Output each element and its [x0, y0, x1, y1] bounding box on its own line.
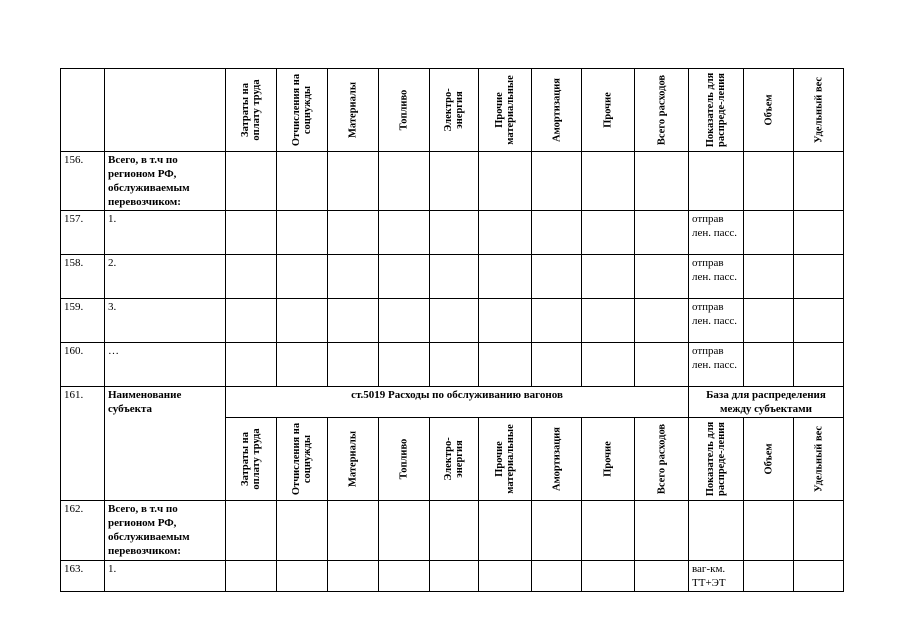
cell — [430, 255, 479, 299]
cell — [794, 501, 844, 561]
cell — [226, 343, 277, 387]
cell — [328, 211, 379, 255]
cell — [532, 255, 582, 299]
cell — [328, 299, 379, 343]
indicator-cell — [689, 501, 744, 561]
col-header-text: Удельный вес — [813, 425, 824, 493]
col-header-indicator — [689, 69, 744, 152]
col-header-social — [277, 418, 328, 501]
cell — [277, 255, 328, 299]
cell — [226, 211, 277, 255]
cell — [635, 501, 689, 561]
col-header-electricity — [430, 418, 479, 501]
cost-distribution-table — [60, 68, 844, 592]
col-header-text: Показатель для распреде-ления — [705, 72, 727, 148]
section-header-row — [61, 387, 844, 418]
cell — [532, 343, 582, 387]
cell — [479, 255, 532, 299]
row-number: 163. — [61, 561, 105, 592]
table-row — [61, 561, 844, 592]
cell — [379, 211, 430, 255]
cell — [532, 211, 582, 255]
col-header-depreciation — [532, 69, 582, 152]
col-header-materials — [328, 69, 379, 152]
col-header-text: Затраты на оплату труда — [240, 428, 262, 490]
table-row — [61, 299, 844, 343]
col-header-fuel — [379, 69, 430, 152]
cell — [328, 255, 379, 299]
col-header-electricity — [430, 69, 479, 152]
row-label: 2. — [105, 255, 226, 299]
cell — [277, 299, 328, 343]
col-header-volume — [744, 418, 794, 501]
cell — [379, 343, 430, 387]
cell — [277, 501, 328, 561]
cell — [532, 299, 582, 343]
cell — [582, 561, 635, 592]
row-number: 162. — [61, 501, 105, 561]
col-header-text: Всего расходов — [656, 74, 667, 146]
col-header-volume — [744, 69, 794, 152]
col-header-text: Топливо — [398, 89, 410, 131]
col-header-other — [582, 69, 635, 152]
col-header-share — [794, 418, 844, 501]
base-section-title: База для распределения между субъектами — [689, 387, 844, 418]
cell — [226, 255, 277, 299]
cell — [479, 211, 532, 255]
col-header-indicator — [689, 418, 744, 501]
header-row — [61, 69, 844, 152]
row-label: 1. — [105, 211, 226, 255]
col-header-text: Материалы — [347, 81, 359, 139]
cell — [430, 211, 479, 255]
cell — [479, 501, 532, 561]
col-header-text: Прочие материальные — [494, 75, 516, 145]
cell — [430, 299, 479, 343]
cell — [744, 152, 794, 211]
cell — [479, 299, 532, 343]
col-header-text: Отчисления на соцнужды — [291, 73, 313, 147]
indicator-cell — [689, 152, 744, 211]
col-header-text: Прочие — [602, 441, 614, 477]
cell — [794, 299, 844, 343]
col-header-text: Амортизация — [551, 78, 562, 143]
row-number: 160. — [61, 343, 105, 387]
cell — [532, 561, 582, 592]
col-header-materials — [328, 418, 379, 501]
col-header-labor — [226, 418, 277, 501]
col-header-labor — [226, 69, 277, 152]
col-header-other-materials — [479, 69, 532, 152]
cell — [532, 152, 582, 211]
cell — [582, 501, 635, 561]
cell — [328, 561, 379, 592]
cell — [379, 255, 430, 299]
col-header-text: Амортизация — [551, 427, 562, 492]
row-label: Всего, в т.ч по регионом РФ, обслуживаемым перевозчиком: — [105, 152, 226, 211]
indicator-cell: отправ лен. пасс. — [689, 255, 744, 299]
cell — [328, 343, 379, 387]
col-header-depreciation — [532, 418, 582, 501]
cell — [479, 343, 532, 387]
row-number: 157. — [61, 211, 105, 255]
cell — [744, 299, 794, 343]
cell — [379, 299, 430, 343]
col-header-text: Показатель для распреде-ления — [705, 421, 727, 497]
cell — [226, 561, 277, 592]
header-empty-name — [105, 69, 226, 152]
col-header-total — [635, 418, 689, 501]
col-header-other — [582, 418, 635, 501]
cell — [635, 561, 689, 592]
indicator-cell: отправ лен. пасс. — [689, 299, 744, 343]
cell — [635, 255, 689, 299]
cell — [635, 152, 689, 211]
cost-section-title: ст.5019 Расходы по обслуживанию вагонов — [226, 387, 689, 418]
cell — [744, 211, 794, 255]
row-label: 3. — [105, 299, 226, 343]
cell — [635, 299, 689, 343]
cell — [582, 152, 635, 211]
col-header-text: Удельный вес — [813, 76, 824, 144]
cell — [794, 343, 844, 387]
col-header-total — [635, 69, 689, 152]
cell — [744, 501, 794, 561]
cell — [794, 211, 844, 255]
row-label: … — [105, 343, 226, 387]
cell — [379, 152, 430, 211]
indicator-cell: отправ лен. пасс. — [689, 211, 744, 255]
cell — [277, 152, 328, 211]
row-label: Всего, в т.ч по регионом РФ, обслуживаемым перевозчиком: — [105, 501, 226, 561]
col-header-text: Материалы — [347, 430, 359, 488]
table-row — [61, 255, 844, 299]
header-empty-num — [61, 69, 105, 152]
col-header-text: Прочие — [602, 92, 614, 128]
col-header-text: Прочие материальные — [494, 424, 516, 494]
cell — [328, 501, 379, 561]
col-header-social — [277, 69, 328, 152]
cell — [430, 561, 479, 592]
cell — [635, 211, 689, 255]
cell — [532, 501, 582, 561]
cell — [379, 561, 430, 592]
col-header-text: Всего расходов — [656, 423, 667, 495]
col-header-text: Отчисления на соцнужды — [291, 422, 313, 496]
col-header-text: Электро-энергия — [443, 437, 465, 481]
cell — [479, 152, 532, 211]
cell — [794, 255, 844, 299]
col-header-text: Объем — [763, 443, 774, 475]
cell — [582, 299, 635, 343]
table-row — [61, 211, 844, 255]
row-number: 156. — [61, 152, 105, 211]
cell — [430, 343, 479, 387]
indicator-cell: отправ лен. пасс. — [689, 343, 744, 387]
table-row — [61, 343, 844, 387]
col-header-share — [794, 69, 844, 152]
table-row — [61, 152, 844, 211]
row-number: 161. — [61, 387, 105, 501]
cell — [635, 343, 689, 387]
indicator-cell: ваг-км. ТТ+ЭТ — [689, 561, 744, 592]
cell — [277, 561, 328, 592]
cell — [794, 561, 844, 592]
col-header-text: Топливо — [398, 438, 410, 480]
cell — [582, 255, 635, 299]
row-label: 1. — [105, 561, 226, 592]
cell — [277, 211, 328, 255]
cell — [226, 152, 277, 211]
cell — [582, 211, 635, 255]
cell — [744, 561, 794, 592]
cell — [582, 343, 635, 387]
col-header-text: Затраты на оплату труда — [240, 79, 262, 141]
row-number: 158. — [61, 255, 105, 299]
col-header-fuel — [379, 418, 430, 501]
cell — [328, 152, 379, 211]
table-row — [61, 501, 844, 561]
cell — [744, 255, 794, 299]
col-header-text: Объем — [763, 94, 774, 126]
cell — [277, 343, 328, 387]
row-number: 159. — [61, 299, 105, 343]
cell — [479, 561, 532, 592]
cell — [430, 501, 479, 561]
subject-name-header: Наименование субъекта — [105, 387, 226, 501]
cell — [379, 501, 430, 561]
cell — [794, 152, 844, 211]
col-header-text: Электро-энергия — [443, 88, 465, 132]
cell — [226, 501, 277, 561]
col-header-other-materials — [479, 418, 532, 501]
cell — [430, 152, 479, 211]
cell — [226, 299, 277, 343]
cell — [744, 343, 794, 387]
